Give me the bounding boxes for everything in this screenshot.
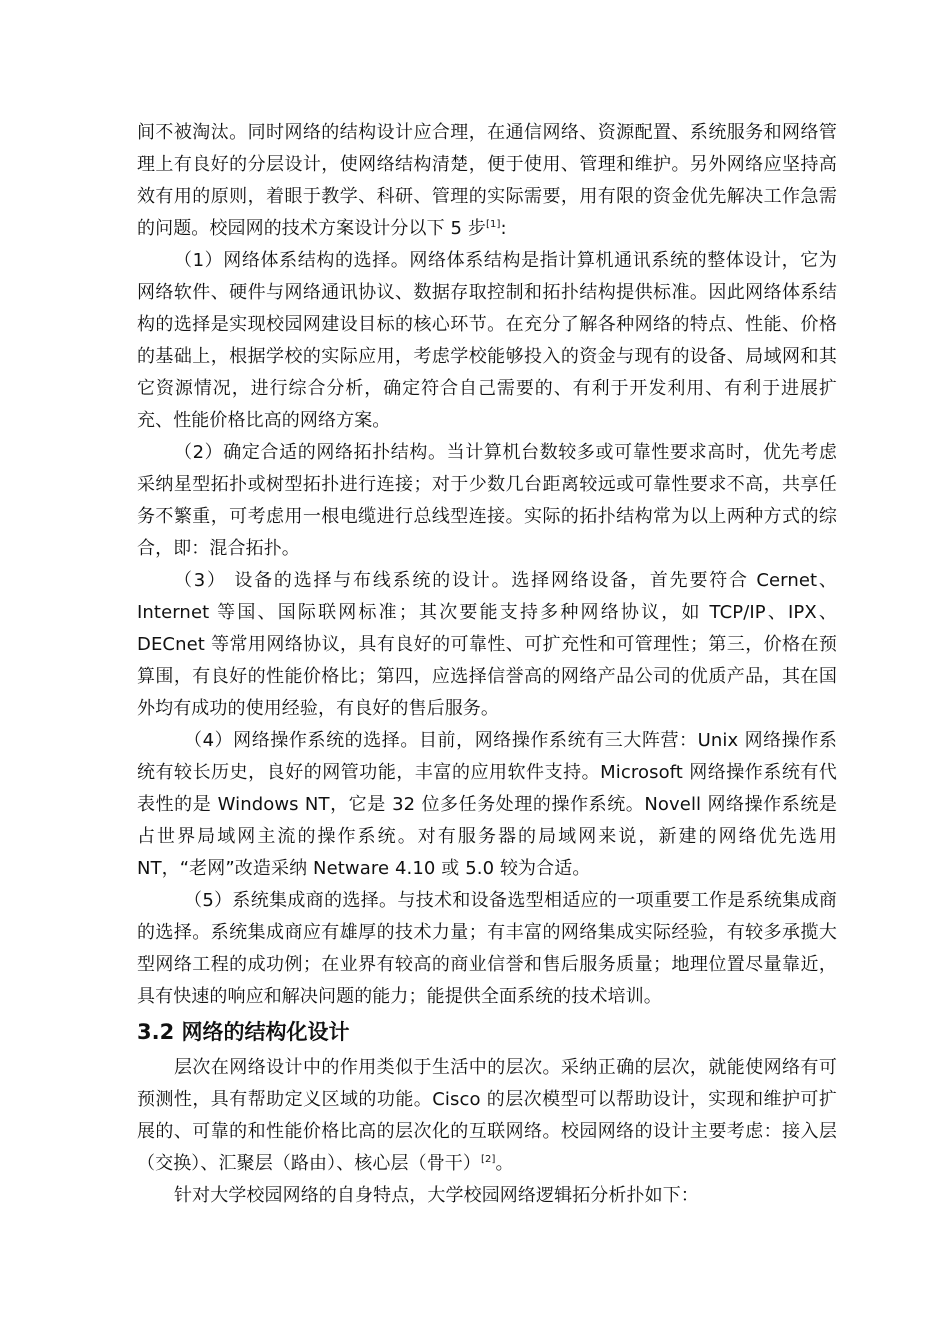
document-page bbox=[137, 117, 837, 1212]
paragraph-intro-tail: : bbox=[500, 218, 507, 239]
paragraph-intro bbox=[137, 117, 837, 245]
citation-ref-2[interactable]: [2] bbox=[481, 1154, 496, 1165]
section-heading: 3.2 网络的结构化设计 bbox=[137, 1020, 350, 1044]
paragraph-step-1: （1）网络体系结构的选择。网络体系结构是指计算机通讯系统的整体设计，它为网络软件、硬件与网络通讯协议、数据存取控制和拓扑结构提供标准。因此网络体系结构的选择是实现校园网建设目标的核心环节。在充分了解各种网络的特点、性能、价格的基础上，根据学校的实际应用，考虑学校能够投入的资金与现有的设备、局域网和其它资源情况，进行综合分析，确定符合自己需要的、有利于开发利用、有利于进展扩充、性能价格比高的网络方案。 bbox=[137, 250, 837, 431]
paragraph-step-2: （2）确定合适的网络拓扑结构。当计算机台数较多或可靠性要求高时，优先考虑采纳星型拓扑或树型拓扑进行连接；对于少数几台距离较远或可靠性要求不高，共享任务不繁重，可考虑用一根电缆进行总线型连接。实际的拓扑结构常为以上两种方式的综合，即：混合拓扑。 bbox=[137, 442, 837, 559]
paragraph-hierarchy bbox=[137, 1052, 837, 1180]
paragraph-intro-text: 间不被淘汰。同时网络的结构设计应合理，在通信网络、资源配置、系统服务和网络管理上有良好的分层设计，使网络结构清楚，便于使用、管理和维护。另外网络应坚持高效有用的原则，着眼于教学、科研、管理的实际需要，用有限的资金优先解决工作急需的问题。校园网的技术方案设计分以下 5 步 bbox=[137, 122, 837, 239]
paragraph-topology-intro: 针对大学校园网络的自身特点，大学校园网络逻辑拓分析扑如下： bbox=[174, 1185, 699, 1206]
paragraph-step-4: （4）网络操作系统的选择。目前，网络操作系统有三大阵营：Unix 网络操作系统有较长历史，良好的网管功能，丰富的应用软件支持。Microsoft 网络操作系统有代表性的是 Windows NT，它是 32 位多任务处理的操作系统。Novell 网络操作系统是占世界局域网主流的操作系统。对有服务器的局域网来说，新建的网络优先选用 NT，“老网”改造采纳 Netware 4.10 或 5.0 较为合适。 bbox=[137, 730, 837, 879]
paragraph-step-3: （3） 设备的选择与布线系统的设计。选择网络设备，首先要符合 Cernet、Internet 等国、国际联网标准；其次要能支持多种网络协议，如 TCP/IP、IPX、DECnet 等常用网络协议，具有良好的可靠性、可扩充性和可管理性；第三，价格在预算围，有良好的性能价格比；第四，应选择信誉高的网络产品公司的优质产品，其在国外均有成功的使用经验，有良好的售后服务。 bbox=[137, 570, 837, 719]
paragraph-step-5: （5）系统集成商的选择。与技术和设备选型相适应的一项重要工作是系统集成商的选择。系统集成商应有雄厚的技术力量；有丰富的网络集成实际经验，有较多承揽大型网络工程的成功例；在业界有较高的商业信誉和售后服务质量；地理位置尽量靠近，具有快速的响应和解决问题的能力；能提供全面系统的技术培训。 bbox=[137, 890, 837, 1007]
paragraph-hierarchy-tail: 。 bbox=[495, 1153, 514, 1174]
paragraph-hierarchy-text: 层次在网络设计中的作用类似于生活中的层次。采纳正确的层次，就能使网络有可预测性，具有帮助定义区域的功能。Cisco 的层次模型可以帮助设计，实现和维护可扩展的、可靠的和性能价格比高的层次化的互联网络。校园网络的设计主要考虑：接入层（交换）、汇聚层（路由）、核心层（骨干） bbox=[137, 1057, 837, 1174]
citation-ref-1[interactable]: [1] bbox=[486, 219, 501, 230]
